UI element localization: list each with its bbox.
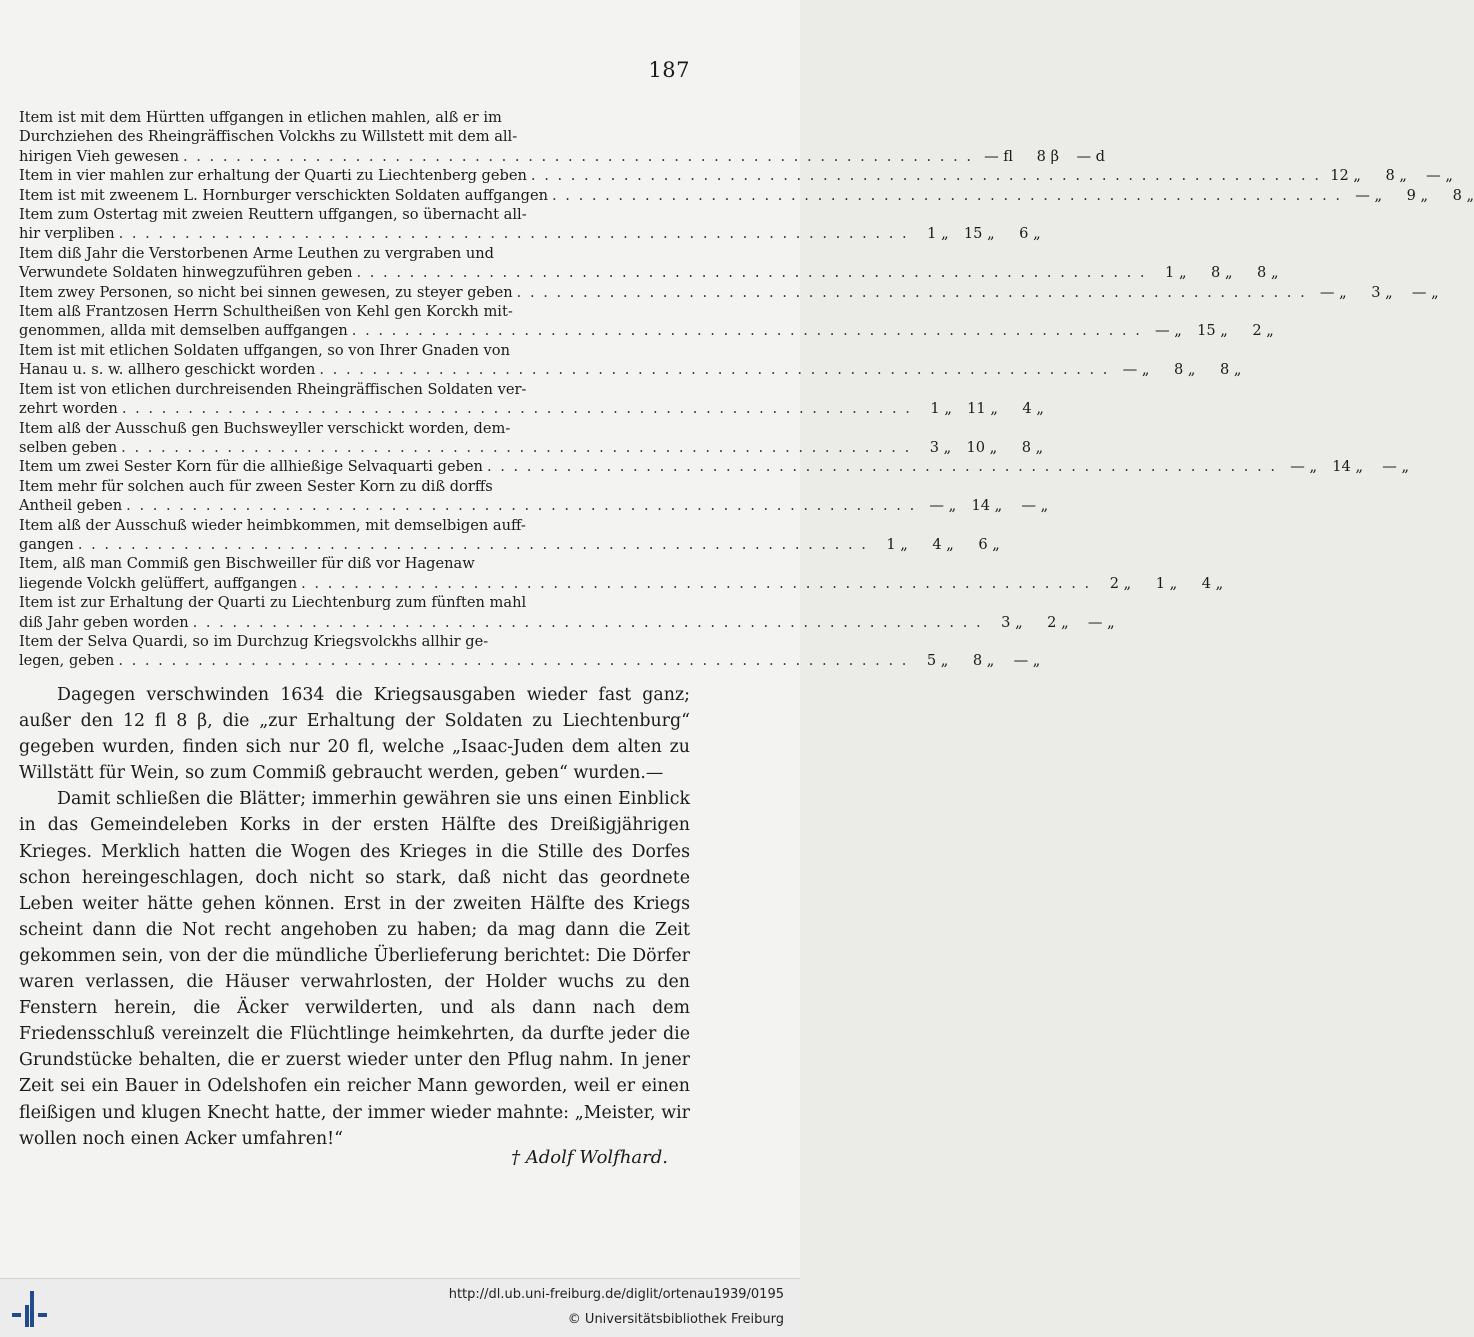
amount-gulden: — fl [984,147,1014,165]
ledger-entry-text: Item ist zur Erhaltung der Quarti zu Liechtenburg zum fünften mahl [19,594,527,612]
ledger-entry-text: Item zwey Personen, so nicht bei sinnen gewesen, zu steyer geben [19,283,513,301]
amount-gulden: 3 „ [1001,613,1023,631]
leader-dots [179,147,973,166]
leader-dots [118,399,912,418]
ledger-entry-text: hirigen Vieh gewesen [19,147,179,165]
leader-dots [297,574,1091,593]
body-text [19,682,690,1152]
leader-dots [122,496,916,515]
ledger-entry-text: Item ist mit zweenem L. Hornburger verschickten Soldaten auffgangen [19,186,549,204]
amount-schilling: 11 „ [967,400,998,418]
paragraph-1: Dagegen verschwinden 1634 die Kriegsausgaben wieder fast ganz; außer den 12 fl 8 β, die „zur Erhaltung der Soldaten zu Liechtenburg“ gegeben wurden, finden sich nur 20 fl, welche „Isaac-Juden dem alten zu Willstätt für Wein, so zum Commiß gebraucht werden, geben“ wurden.— [19,685,690,784]
amount-pfennig: — d [1076,147,1106,165]
amount-pfennig: — „ [1021,497,1049,515]
viewer-footer [0,1278,800,1337]
ledger-entry-text: Item ist mit etlichen Soldaten uffgangen, so von Ihrer Gnaden von [19,341,510,359]
ledger-entry-line [19,651,1041,670]
amount-pfennig: 8 „ [1219,361,1242,379]
ledger-entry-line [19,166,1453,185]
ledger-entry-text: legen, geben [19,652,115,670]
amount-pfennig: — „ [1382,458,1410,476]
leader-dots [74,535,868,554]
ledger-entry-line [19,360,1242,379]
ledger-amount [1342,186,1474,205]
ledger-entry-text: diß Jahr geben worden [19,613,189,631]
amount-gulden: 1 „ [1165,264,1187,282]
ledger-amount [911,438,1043,457]
ledger-entry-text: Item zum Ostertag mit zweien Reuttern uffgangen, so übernacht all- [19,206,527,224]
ledger-entry-text: Antheil geben [19,497,123,515]
ledger-entry-line [19,438,1044,457]
ledger-entry-text: liegende Volckh gelüffert, auffgangen [19,574,298,592]
ledger-entry-text: Item um zwei Sester Korn für die allhießige Selvaquarti geben [19,458,483,476]
ledger-amount [1142,321,1274,340]
amount-gulden: — „ [1155,322,1182,340]
ledger-entry-text: Item diß Jahr die Verstorbenen Arme Leuthen zu vergraben und [19,244,495,262]
amount-pfennig: 2 „ [1252,322,1274,340]
amount-pfennig: — „ [1411,283,1439,301]
leader-dots [527,166,1321,185]
library-logo-icon [10,1289,50,1329]
ledger-amount [1109,360,1241,379]
amount-schilling: 1 „ [1155,574,1178,592]
expense-ledger [19,108,1474,671]
ledger-entry-text: Verwundete Soldaten hinwegzuführen geben [19,264,353,282]
ledger-entry-line [19,147,1106,166]
ledger-entry [19,516,1000,555]
amount-gulden: 3 „ [929,438,952,456]
ledger-entry-text: Item ist von etlichen durchreisenden Rheingräffischen Soldaten ver- [19,380,527,398]
amount-gulden: 1 „ [927,225,949,243]
ledger-entry-line [19,321,1274,340]
ledger-amount [1147,263,1279,282]
ledger-entry [19,554,1224,593]
ledger-entry-text: Hanau u. s. w. allhero geschickt worden [19,361,316,379]
amount-schilling: 10 „ [966,438,998,456]
ledger-amount [908,651,1040,670]
ledger-entry-text: Durchziehen des Rheingräffischen Volckhs zu Willstett mit dem all- [19,128,518,146]
ledger-entry-line [19,535,1000,554]
ledger-amount [1091,574,1223,593]
ledger-amount [1321,166,1453,185]
amount-gulden: 1 „ [886,535,908,553]
ledger-entry-line [19,574,1224,593]
amount-schilling: 2 „ [1047,613,1069,631]
ledger-entry [19,186,1474,205]
ledger-entry-text: Item alß Frantzosen Herrn Schultheißen von Kehl gen Korckh mit- [19,303,513,321]
amount-schilling: 14 „ [971,497,1003,515]
ledger-entry [19,205,1041,244]
leader-dots [115,224,909,243]
amount-pfennig: — „ [1013,652,1041,670]
ledger-entry-text: Item in vier mahlen zur erhaltung der Quarti zu Liechtenberg geben [19,167,527,185]
ledger-entry [19,632,1041,671]
amount-gulden: 12 „ [1330,167,1361,185]
amount-schilling: 9 „ [1406,186,1429,204]
copyright-notice: © Universitätsbibliothek Freiburg [567,1312,784,1327]
ledger-entry [19,108,1106,166]
amount-schilling: 15 „ [963,225,995,243]
ledger-entry-line [19,224,1041,243]
amount-gulden: 2 „ [1109,574,1132,592]
amount-schilling: 8 „ [1211,264,1233,282]
amount-pfennig: 8 „ [1021,438,1044,456]
leader-dots [548,186,1342,205]
ledger-entry [19,477,1049,516]
amount-schilling: 8 β [1036,147,1060,165]
ledger-entry-line [19,496,1049,515]
ledger-entry-text: Item mehr für solchen auch für zween Sester Korn zu diß dorffs [19,477,493,495]
ledger-entry-text: selben geben [19,438,118,456]
amount-gulden: — „ [1355,186,1383,204]
amount-schilling: 3 „ [1371,283,1393,301]
ledger-entry-text: Item alß der Ausschuß gen Buchsweyller verschickt worden, dem- [19,419,511,437]
leader-dots [348,321,1142,340]
ledger-entry [19,457,1410,476]
amount-pfennig: — „ [1426,167,1453,185]
amount-pfennig: 6 „ [1019,225,1041,243]
amount-schilling: 8 „ [972,652,995,670]
ledger-entry-line [19,613,1115,632]
ledger-entry-text: Item der Selva Quardi, so im Durchzug Kriegsvolckhs allhir ge- [19,632,489,650]
amount-gulden: 5 „ [926,652,949,670]
ledger-amount [916,496,1048,515]
amount-pfennig: 6 „ [978,535,1000,553]
ledger-entry [19,593,1115,632]
ledger-entry-text: Item alß der Ausschuß wieder heimbkommen, mit demselbigen auff- [19,516,526,534]
ledger-amount [868,535,1000,554]
ledger-entry-text: Item ist mit dem Hürtten uffgangen in etlichen mahlen, alß er im [19,109,502,126]
leader-dots [483,457,1277,476]
amount-schilling: 4 „ [932,535,954,553]
amount-pfennig: 4 „ [1201,574,1224,592]
leader-dots [117,438,911,457]
amount-pfennig: — „ [1087,613,1115,631]
ledger-entry-text: Item, alß man Commiß gen Bischweiller für diß vor Hagenaw [19,555,475,573]
leader-dots [189,613,983,632]
ledger-entry [19,380,1044,419]
ledger-entry-line [19,399,1044,418]
ledger-entry [19,341,1242,380]
paragraph-2: Damit schließen die Blätter; immerhin gewähren sie uns einen Einblick in das Gemeindeleben Korks in der ersten Hälfte des Dreißigjährigen Krieges. Merklich hatten die Wogen des Krieges in die Stille des Dorfes schon hereingeschlagen, doch nicht so stark, daß nicht das geordnete Leben weiter hätte gehen können. Erst in der zweiten Hälfte des Kriegs scheint dann die Not recht angehoben zu haben; da mag dann die Zeit gekommen sein, von der die mündliche Überlieferung berichtet: Die Dörfer waren verlassen, die Häuser verwahrlosten, der Holder wuchs zu den Fenstern herein, die Äcker verwilderten, und als dann nach dem Friedensschluß vereinzelt die Flüchtlinge heimkehrten, da durfte jeder die Grundstücke behalten, die er zuerst wieder unter den Pflug nahm. In jener Zeit sei ein Bauer in Odelshofen ein reicher Mann geworden, weil er einen fleißigen und klugen Knecht hatte, der immer wieder mahnte: „Meister, wir wollen noch einen Acker umfahren!“ [19,789,690,1149]
ledger-amount [1307,283,1439,302]
ledger-entry-text: gangen [19,535,74,553]
author-signature: † Adolf Wolfhard. [511,1147,668,1168]
amount-gulden: — „ [1122,361,1150,379]
amount-schilling: 15 „ [1197,322,1228,340]
ledger-amount [912,399,1044,418]
ledger-entry-text: zehrt worden [19,400,118,418]
leader-dots [352,263,1146,282]
ledger-entry-text: genommen, allda mit demselben auffgangen [19,322,348,340]
ledger-entry [19,283,1439,302]
ledger-amount [973,147,1105,166]
ledger-entry-line [19,283,1439,302]
ledger-amount [909,224,1041,243]
amount-gulden: — „ [929,497,957,515]
ledger-entry [19,244,1279,283]
amount-pfennig: 4 „ [1022,400,1044,418]
amount-pfennig: 8 „ [1257,264,1279,282]
leader-dots [315,360,1109,379]
ledger-entry [19,166,1453,185]
leader-dots [513,283,1307,302]
amount-gulden: 1 „ [930,400,952,418]
amount-schilling: 8 „ [1173,361,1196,379]
ledger-entry [19,419,1044,458]
amount-gulden: — „ [1290,458,1318,476]
page-number: 187 [648,58,690,82]
amount-schilling: 8 „ [1385,167,1407,185]
amount-pfennig: 8 „ [1452,186,1474,204]
amount-gulden: — „ [1319,283,1347,301]
leader-dots [114,651,908,670]
ledger-entry [19,302,1274,341]
amount-schilling: 14 „ [1332,458,1364,476]
ledger-entry-line [19,457,1410,476]
source-url[interactable]: http://dl.ub.uni-freiburg.de/diglit/ortenau1939/0195 [448,1287,784,1302]
ledger-entry-line [19,263,1279,282]
ledger-amount [983,613,1115,632]
ledger-entry-line [19,186,1474,205]
ledger-entry-text: hir verpliben [19,225,115,243]
ledger-amount [1277,457,1409,476]
